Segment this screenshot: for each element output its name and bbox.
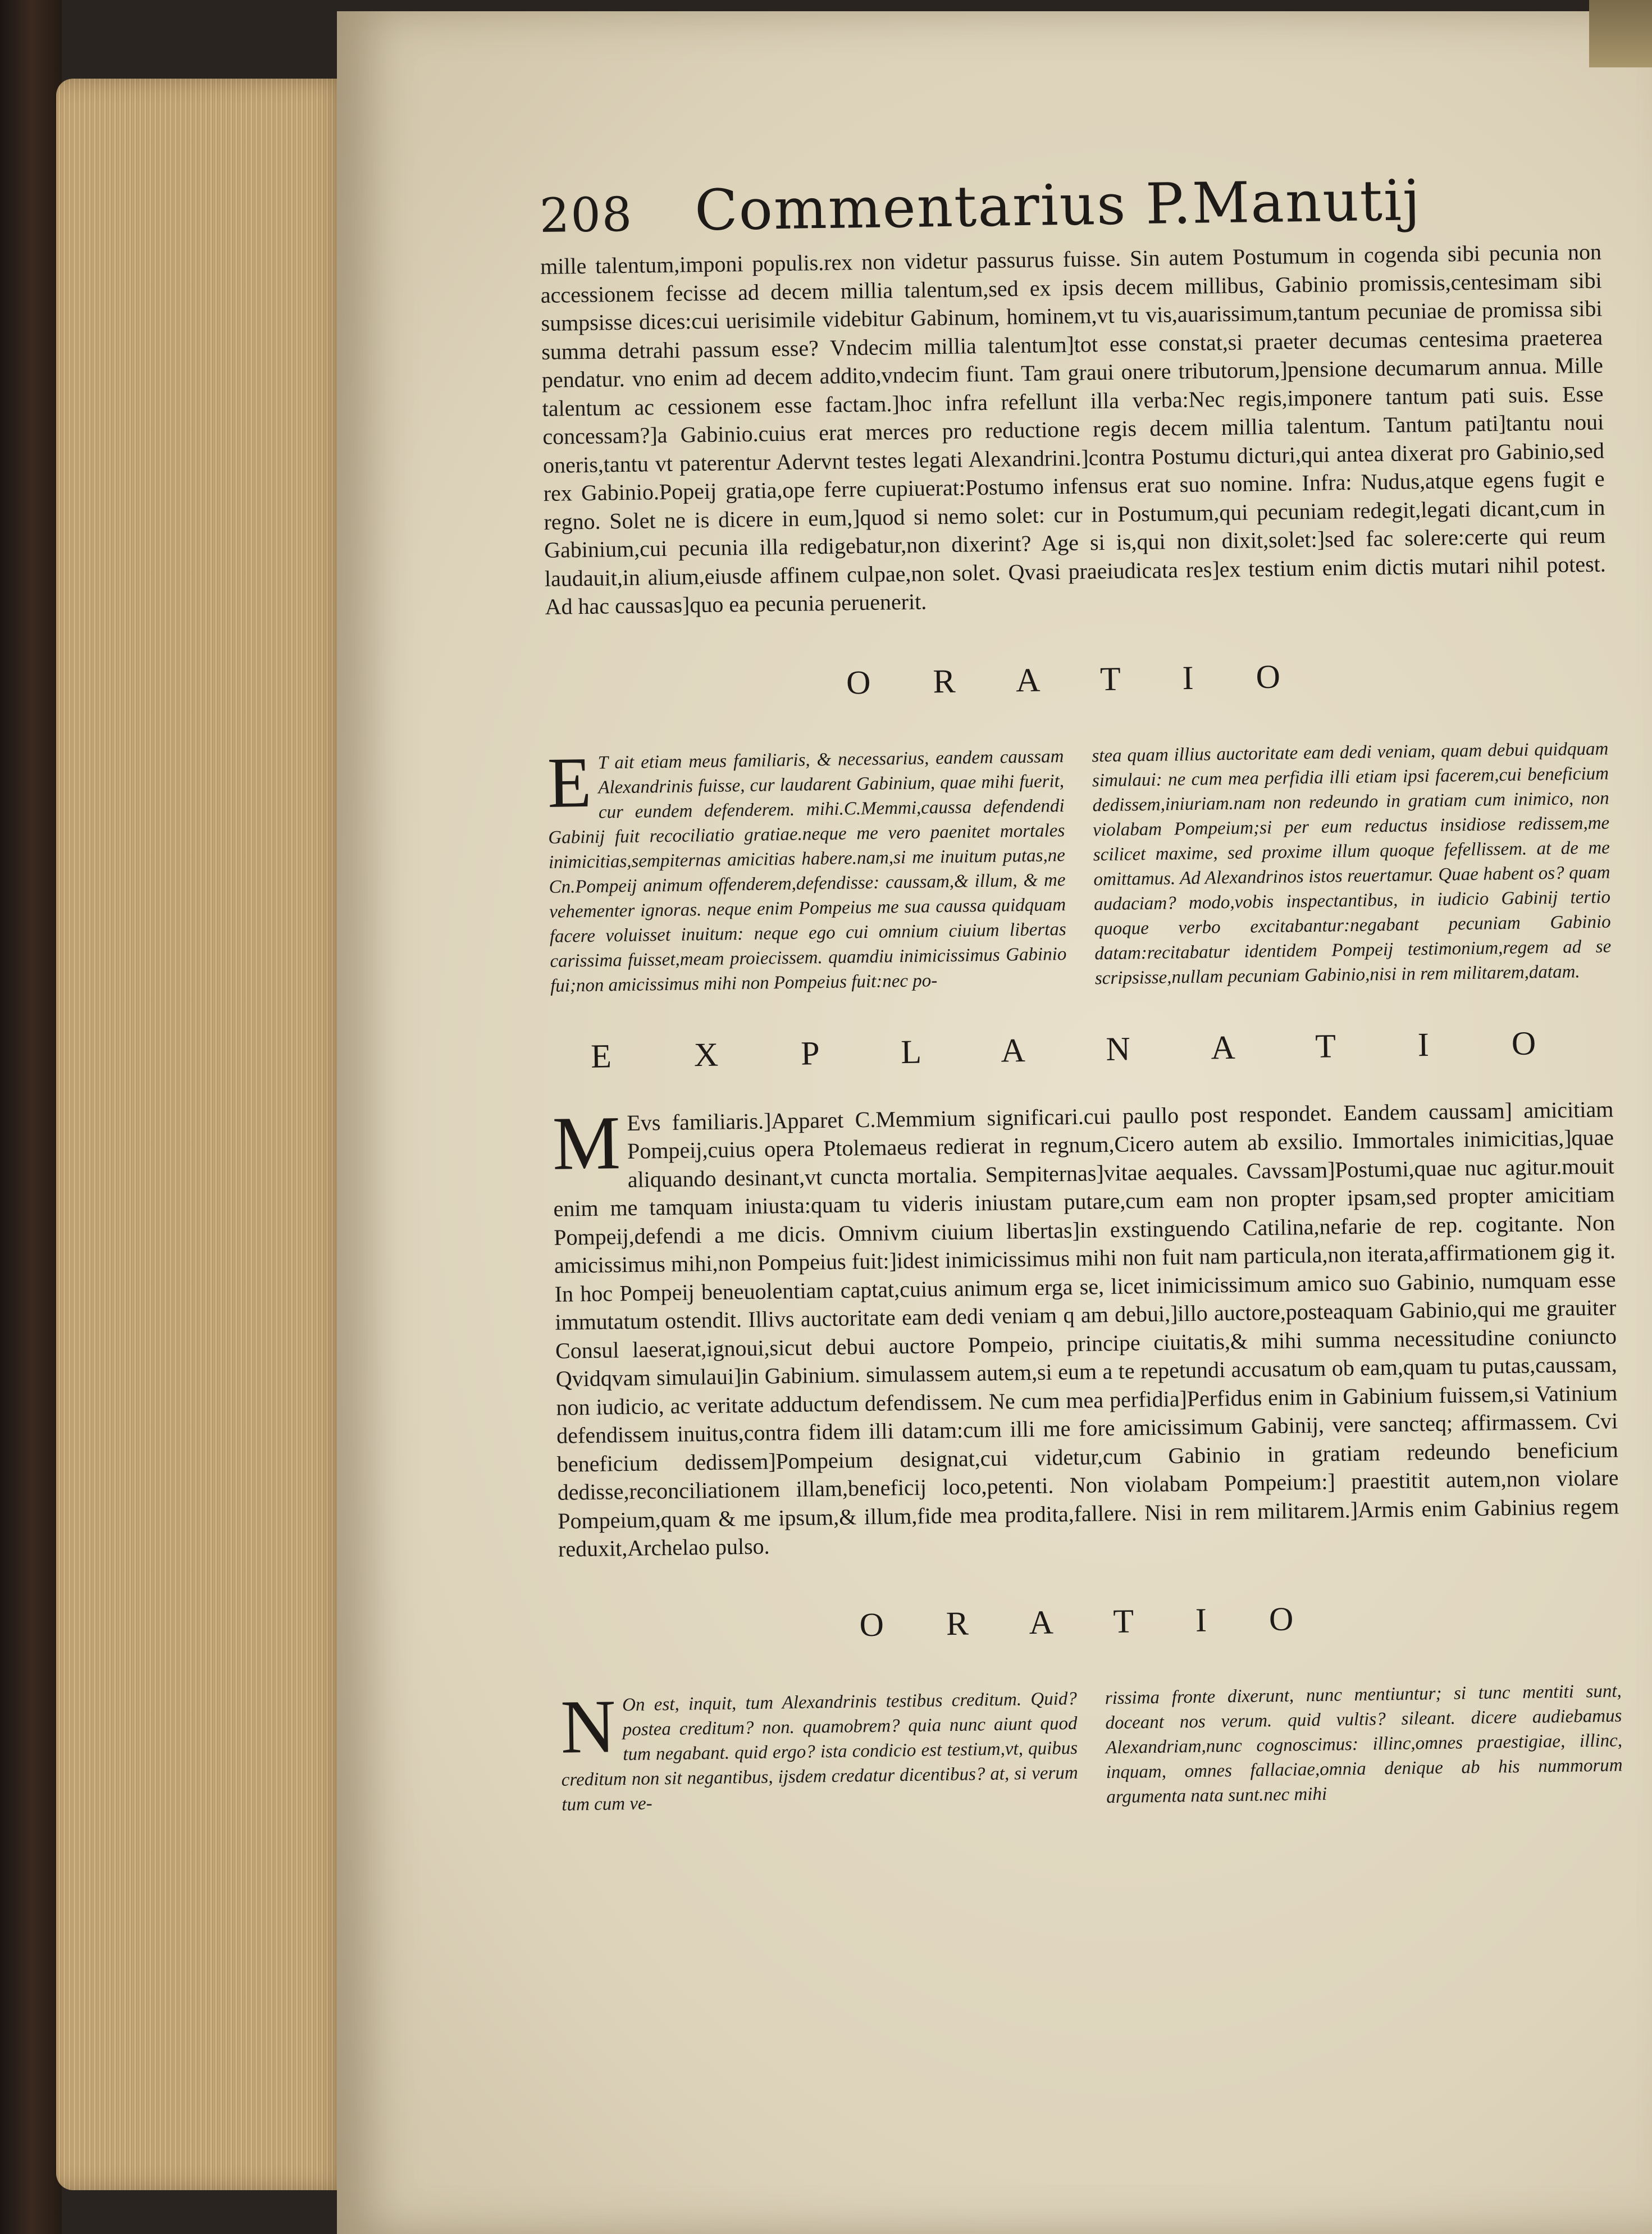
drop-capital: E: [546, 742, 592, 823]
explanatio-paragraph: [552, 1095, 1619, 1563]
oration-column-left: [560, 1686, 1079, 1817]
book-cover-edge: [0, 0, 62, 2234]
explanatio-text: Evs familiaris.]Apparet C.Memmium significari.cui paullo post respondet. Eandem caussam] amicitiam Pompeij,cuius opera Ptolemaeus redierat in regnum,Cicero autem ab exsilio. Immortales inimicitias,]quae aliquando desinant,vt cuncta mortalia. Sempiternas]vitae aequales. Cavssam]Postumi,quae nuc agitur.mouit enim me tamquam iniusta:quam tu videris iniustam putare,cum eam non propter ipsam,sed propter amicitiam Pompeij,defendi a me dicis. Omnivm ciuium libertas]in exstinguendo Catilina,nefarie de rep. cogitante. Non amicissimus mihi,non Pompeius fuit:]idest inimicissimus mihi non fuit nam particula,non iterata,affirmationem gig it. In hoc Pompeij beneuolentiam captat,cuius animum erga se, licet inimicissimum amico suo Gabinio, numquam esse immutatum ostendit. Illivs auctoritate eam dedi veniam q am debui,]illo auctore,posteaquam Gabinio,qui me grauiter Consul laeserat,ignoui,sicut debui auctore Pompeio, principe ciuitatis,& mihi summa necessitudine coniuncto Qvidqvam simulaui]in Gabinium. simulassem autem,si eum a te repetundi accusatum ob eam,quam tu putas,caussam, non iudicio, ac veritate adductum defendissem. Ne cum mea perfidia]Perfidus enim in Gabinium fuissem,si Vatinium defendissem inuitus,contra fidem illi datam:cum illi me fore amicissimum Gabinij, vere sancteq; affirmassem. Cvi beneficium dedissem]Pompeium designat,cui videtur,cum Gabinio in gratiam redeundo beneficium dedisse,reconciliationem illam,beneficij loco,petenti. Non violabam Pompeium:] praestitit autem,non violare Pompeium,quam & me ipsum,& illum,fide mea prodita,fallere. Nisi in rem militarem.]Armis enim Gabinius regem reduxit,Archelao pulso.: [553, 1096, 1619, 1562]
commentary-paragraph: mille talentum,imponi populis.rex non videtur passurus fuisse. Sin autem Postumum in cogenda sibi pecunia non accessionem fecisse ad decem millia talentum,sed ex ipsis decem millibus, Gabinio promissis,centesimam sibi sumpsisse dices:cui uerisimile videbitur Gabinum, hominem,vt tu vis,auarissimum,tantum pecuniae de promissa sibi summa detrahi passum esse? Vndecim millia talentum]tot esse constat,si praeter decumas centesima praeterea pendatur. vno enim ad decem addito,vndecim fiunt. Tam graui onere tributorum,]pensione decumarum annua. Mille talentum ac cessionem esse factam.]hoc infra refellunt illa verba:Nec regis,imponere tantum pati suis. Esse concessam?]a Gabinio.cuius erat merces pro reductione regis decem millia talentum. Tantum pati]tantu noui oneris,tantu vt paterentur Adervnt testes legati Alexandrini.]contra Postumu dicturi,qui antea dixerat pro Gabinio,sed rex Gabinio.Popeij gratia,ope ferre cupiuerat:Postumo infensus erat suo nomine. Infra: Nudus,atque egens fugit e regno. Solet ne is dicere in eum,]quod si nemo solet: cur in Postumum,qui pecuniam redegit,legati dicant,cum in Gabinium,cui pecunia illa redigebatur,non dixerint? Age si is,qui non dixit,solet:]sed fac solere:certe qui reum laudauit,in alium,eiusde affinem culpae,non solet. Qvasi praeiudicata res]ex testium enim dictis mutari nihil potest. Ad hac caussas]quo ea pecunia peruenerit.: [540, 239, 1607, 619]
page-corner-binding: [1589, 0, 1652, 67]
oration-text-columns: [560, 1679, 1623, 1817]
page-block-edges: [56, 79, 348, 2190]
page-number: 208: [539, 186, 633, 243]
oration-heading: O R A T I O: [846, 657, 1308, 701]
oration-heading: O R A T I O: [859, 1599, 1321, 1643]
oration-left-text: T ait etiam meus familiaris, & necessarius, eandem caussam Alexandrinis fuisse, cur laudarent Gabinium, quae mihi fuerit, cur eundem defenderem. mihi.C.Memmi,caussa defendendi Gabinij fuit recociliatio gratiae.neque me vero paenitet mortales inimicitias,sempiternas amicitias habere.nam,si me inuitum putas,ne Cn.Pompeij animum offenderem,defendisse: caussam,& illum, & me vehementer ignoras. neque enim Pompeius me sua caussa quidquam facere voluisset inuitum: neque ego cui omnium ciuium libertas carissima fuisset,meam proiecissem. quamdiu inimicissimus Gabinio fui;non amicissimus mihi non Pompeius fuit:nec po-: [548, 746, 1067, 996]
drop-capital: N: [560, 1684, 617, 1770]
drop-capital: M: [551, 1100, 621, 1186]
oration-column-left: [547, 744, 1067, 999]
explanatio-heading: E X P L A N A T I O: [590, 1023, 1573, 1075]
running-title: Commentarius P.Manutij: [694, 167, 1422, 244]
oration-column-right: rissima fronte dixerunt, nunc mentiuntur; si tunc mentiti sunt, doceant nos verum. quid vultis? sileant. dicere audiebamus Alexandriam,nunc cognoscimus: illinc,omnes praestigiae, illinc, inquam, omnes fallaciae,omnia denique ab his nummorum argumenta nata sunt.nec mihi: [1105, 1680, 1623, 1807]
page-header: [539, 165, 1601, 247]
oration-left-text: On est, inquit, tum Alexandrinis testibus creditum. Quid? postea creditum? non. quamobrem? quia nunc aiunt quod tum negabant. quid ergo? ista condicio est testium,vt, quibus creditum non sit negantibus, ijsdem credatur dicentibus? at, si verum tum cum ve-: [561, 1688, 1078, 1815]
page-content: [539, 165, 1623, 1817]
oration-column-right: stea quam illius auctoritate eam dedi veniam, quam debui quidquam simulaui: ne cum mea perfidia illi etiam ipsi facerem,cui beneficium dedissem,iniuriam.nam non redeundo in gratiam cum inimico, non violabam Pompeium;si per eum reductus insidiose redissem,me scilicet maxime, sed proxime illum quoque fefellissem. at de me omittamus. Ad Alexandrinos istos reuertamur. Quae habent os? quam audaciam? modo,vobis inspectantibus, in iudicio Gabinij tertio quoque verbo excitabantur:negabant pecuniam Gabinio datam:recitabatur identidem Pompeij testimonium,regem ad se scripsisse,nullam pecuniam Gabinio,nisi in rem militarem,datam.: [1092, 738, 1612, 988]
oration-text-columns: [547, 736, 1612, 998]
